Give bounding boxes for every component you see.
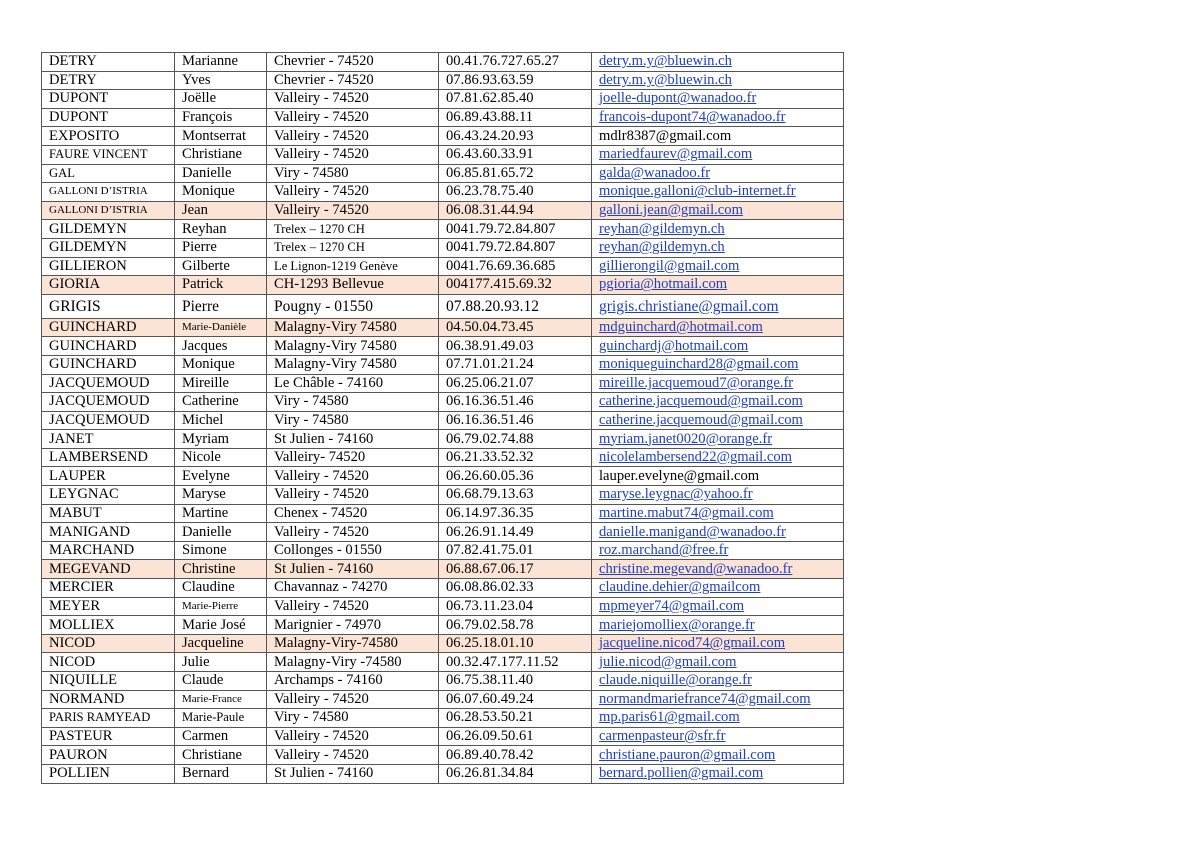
last-name-cell: MANIGAND xyxy=(42,523,175,542)
city-cell: Archamps - 74160 xyxy=(267,672,439,691)
last-name-cell: NORMAND xyxy=(42,690,175,709)
first-name-cell: Myriam xyxy=(175,430,267,449)
phone-cell: 06.08.86.02.33 xyxy=(439,579,592,598)
first-name-cell: Joëlle xyxy=(175,90,267,109)
email-cell[interactable] xyxy=(592,690,844,709)
last-name-cell: GRIGIS xyxy=(42,294,175,318)
phone-cell: 00.32.47.177.11.52 xyxy=(439,653,592,672)
last-name-cell: FAURE VINCENT xyxy=(42,145,175,164)
table-row xyxy=(42,318,844,337)
email-link[interactable]: pgioria@hotmail.com xyxy=(599,276,728,293)
last-name-cell: LAUPER xyxy=(42,467,175,486)
last-name-cell: GUINCHARD xyxy=(42,355,175,374)
first-name-cell: Marie José xyxy=(175,616,267,635)
email-link[interactable]: roz.marchand@free.fr xyxy=(599,542,729,559)
email-cell[interactable] xyxy=(592,523,844,542)
first-name-cell: Monique xyxy=(175,183,267,202)
city-cell: Malagny-Viry 74580 xyxy=(267,318,439,337)
email-cell[interactable] xyxy=(592,411,844,430)
city-cell: Pougny - 01550 xyxy=(267,294,439,318)
first-name-cell: Carmen xyxy=(175,727,267,746)
email-cell[interactable] xyxy=(592,393,844,412)
email-link[interactable]: joelle-dupont@wanadoo.fr xyxy=(599,90,757,107)
email-cell xyxy=(592,127,844,146)
email-cell[interactable] xyxy=(592,257,844,276)
phone-cell: 06.26.81.34.84 xyxy=(439,764,592,783)
phone-cell: 06.26.09.50.61 xyxy=(439,727,592,746)
city-cell: Malagny-Viry -74580 xyxy=(267,653,439,672)
first-name-cell: Montserrat xyxy=(175,127,267,146)
email-cell[interactable] xyxy=(592,374,844,393)
phone-cell: 06.43.60.33.91 xyxy=(439,145,592,164)
city-cell: Collonges - 01550 xyxy=(267,541,439,560)
table-row xyxy=(42,616,844,635)
email-link[interactable]: christine.megevand@wanadoo.fr xyxy=(599,560,793,577)
phone-cell: 06.85.81.65.72 xyxy=(439,164,592,183)
last-name-cell: GAL xyxy=(42,164,175,183)
email-link[interactable]: mpmeyer74@gmail.com xyxy=(599,597,745,614)
phone-cell: 004177.415.69.32 xyxy=(439,276,592,295)
email-link[interactable]: danielle.manigand@wanadoo.fr xyxy=(599,523,786,540)
city-cell: Valleiry - 74520 xyxy=(267,201,439,220)
table-row xyxy=(42,597,844,616)
email-cell[interactable] xyxy=(592,709,844,728)
email-link[interactable]: normandmariefrance74@gmail.com xyxy=(599,690,811,707)
city-cell: Valleiry - 74520 xyxy=(267,486,439,505)
city-cell: Malagny-Viry-74580 xyxy=(267,634,439,653)
last-name-cell: GILDEMYN xyxy=(42,220,175,239)
first-name-cell: Pierre xyxy=(175,238,267,257)
email-link[interactable]: catherine.jacquemoud@gmail.com xyxy=(599,393,803,410)
email-cell[interactable] xyxy=(592,597,844,616)
phone-cell: 06.73.11.23.04 xyxy=(439,597,592,616)
first-name-cell: Yves xyxy=(175,71,267,90)
table-row xyxy=(42,764,844,783)
city-cell: Trelex – 1270 CH xyxy=(267,238,439,257)
email-cell[interactable] xyxy=(592,727,844,746)
city-cell: Valleiry- 74520 xyxy=(267,448,439,467)
city-cell: Chevrier - 74520 xyxy=(267,71,439,90)
city-cell: St Julien - 74160 xyxy=(267,560,439,579)
last-name-cell: PAURON xyxy=(42,746,175,765)
table-row xyxy=(42,374,844,393)
last-name-cell: GIORIA xyxy=(42,276,175,295)
last-name-cell: NICOD xyxy=(42,634,175,653)
email-link[interactable]: bernard.pollien@gmail.com xyxy=(599,765,764,782)
table-row xyxy=(42,579,844,598)
email-cell[interactable] xyxy=(592,318,844,337)
email-cell[interactable] xyxy=(592,634,844,653)
table-row xyxy=(42,71,844,90)
city-cell: Le Châble - 74160 xyxy=(267,374,439,393)
table-row xyxy=(42,90,844,109)
email-link[interactable]: mdguinchard@hotmail.com xyxy=(599,319,763,336)
phone-cell: 06.75.38.11.40 xyxy=(439,672,592,691)
city-cell: Valleiry - 74520 xyxy=(267,467,439,486)
first-name-cell: Nicole xyxy=(175,448,267,467)
phone-cell: 0041.76.69.36.685 xyxy=(439,257,592,276)
last-name-cell: EXPOSITO xyxy=(42,127,175,146)
email-cell[interactable] xyxy=(592,183,844,202)
email-cell[interactable] xyxy=(592,672,844,691)
email-cell[interactable] xyxy=(592,355,844,374)
first-name-cell: Danielle xyxy=(175,523,267,542)
email-text: lauper.evelyne@gmail.com xyxy=(599,467,760,484)
table-row xyxy=(42,690,844,709)
table-row xyxy=(42,727,844,746)
email-cell[interactable] xyxy=(592,337,844,356)
table-row xyxy=(42,634,844,653)
last-name-cell: MEYER xyxy=(42,597,175,616)
phone-cell: 06.16.36.51.46 xyxy=(439,393,592,412)
email-link[interactable]: christiane.pauron@gmail.com xyxy=(599,746,776,763)
phone-cell: 06.89.43.88.11 xyxy=(439,108,592,127)
phone-cell: 06.26.91.14.49 xyxy=(439,523,592,542)
phone-cell: 07.71.01.21.24 xyxy=(439,355,592,374)
last-name-cell: JACQUEMOUD xyxy=(42,393,175,412)
city-cell: St Julien - 74160 xyxy=(267,430,439,449)
phone-cell: 06.68.79.13.63 xyxy=(439,486,592,505)
last-name-cell: NICOD xyxy=(42,653,175,672)
email-cell[interactable] xyxy=(592,164,844,183)
email-link[interactable]: reyhan@gildemyn.ch xyxy=(599,220,725,237)
email-cell xyxy=(592,467,844,486)
first-name-cell: Marie-Pierre xyxy=(175,597,267,616)
phone-cell: 06.28.53.50.21 xyxy=(439,709,592,728)
last-name-cell: PARIS RAMYEAD xyxy=(42,709,175,728)
last-name-cell: MEGEVAND xyxy=(42,560,175,579)
table-row xyxy=(42,183,844,202)
last-name-cell: JACQUEMOUD xyxy=(42,411,175,430)
city-cell: Viry - 74580 xyxy=(267,709,439,728)
first-name-cell: Simone xyxy=(175,541,267,560)
first-name-cell: Claudine xyxy=(175,579,267,598)
email-cell[interactable] xyxy=(592,220,844,239)
last-name-cell: PASTEUR xyxy=(42,727,175,746)
email-link[interactable]: grigis.christiane@gmail.com xyxy=(599,297,779,315)
first-name-cell: Marie-Danièle xyxy=(175,318,267,337)
first-name-cell: Jean xyxy=(175,201,267,220)
first-name-cell: Martine xyxy=(175,504,267,523)
last-name-cell: JANET xyxy=(42,430,175,449)
table-row xyxy=(42,145,844,164)
city-cell: Valleiry - 74520 xyxy=(267,746,439,765)
table-row xyxy=(42,467,844,486)
city-cell: Valleiry - 74520 xyxy=(267,690,439,709)
first-name-cell: Marianne xyxy=(175,53,267,72)
email-cell[interactable] xyxy=(592,486,844,505)
table-row xyxy=(42,257,844,276)
phone-cell: 06.07.60.49.24 xyxy=(439,690,592,709)
last-name-cell: DUPONT xyxy=(42,90,175,109)
phone-cell: 07.82.41.75.01 xyxy=(439,541,592,560)
email-link[interactable]: martine.mabut74@gmail.com xyxy=(599,504,774,521)
phone-cell: 06.21.33.52.32 xyxy=(439,448,592,467)
email-cell[interactable] xyxy=(592,201,844,220)
table-row xyxy=(42,560,844,579)
email-link[interactable]: detry.m.y@bluewin.ch xyxy=(599,53,732,70)
last-name-cell: DUPONT xyxy=(42,108,175,127)
first-name-cell: Maryse xyxy=(175,486,267,505)
table-row xyxy=(42,337,844,356)
last-name-cell: MOLLIEX xyxy=(42,616,175,635)
first-name-cell: Monique xyxy=(175,355,267,374)
city-cell: Trelex – 1270 CH xyxy=(267,220,439,239)
last-name-cell: MABUT xyxy=(42,504,175,523)
table-row xyxy=(42,541,844,560)
last-name-cell: GILLIERON xyxy=(42,257,175,276)
first-name-cell: Pierre xyxy=(175,294,267,318)
city-cell: Viry - 74580 xyxy=(267,393,439,412)
table-row xyxy=(42,523,844,542)
first-name-cell: François xyxy=(175,108,267,127)
city-cell: Chenex - 74520 xyxy=(267,504,439,523)
table-row xyxy=(42,448,844,467)
last-name-cell: LEYGNAC xyxy=(42,486,175,505)
city-cell: Le Lignon-1219 Genève xyxy=(267,257,439,276)
phone-cell: 07.81.62.85.40 xyxy=(439,90,592,109)
city-cell: Valleiry - 74520 xyxy=(267,597,439,616)
email-link[interactable]: reyhan@gildemyn.ch xyxy=(599,239,725,256)
email-cell[interactable] xyxy=(592,560,844,579)
email-link[interactable]: carmenpasteur@sfr.fr xyxy=(599,728,726,745)
email-link[interactable]: mp.paris61@gmail.com xyxy=(599,709,740,726)
last-name-cell: POLLIEN xyxy=(42,764,175,783)
email-link[interactable]: detry.m.y@bluewin.ch xyxy=(599,71,732,88)
city-cell: Valleiry - 74520 xyxy=(267,145,439,164)
phone-cell: 04.50.04.73.45 xyxy=(439,318,592,337)
table-row xyxy=(42,746,844,765)
email-link[interactable]: myriam.janet0020@orange.fr xyxy=(599,430,773,447)
email-cell[interactable] xyxy=(592,653,844,672)
first-name-cell: Julie xyxy=(175,653,267,672)
table-row xyxy=(42,504,844,523)
last-name-cell: MERCIER xyxy=(42,579,175,598)
first-name-cell: Patrick xyxy=(175,276,267,295)
last-name-cell: MARCHAND xyxy=(42,541,175,560)
first-name-cell: Marie-Paule xyxy=(175,709,267,728)
email-cell[interactable] xyxy=(592,541,844,560)
city-cell: Malagny-Viry 74580 xyxy=(267,337,439,356)
phone-cell: 0041.79.72.84.807 xyxy=(439,238,592,257)
table-row xyxy=(42,486,844,505)
table-row xyxy=(42,108,844,127)
city-cell: Valleiry - 74520 xyxy=(267,108,439,127)
last-name-cell: DETRY xyxy=(42,53,175,72)
email-cell[interactable] xyxy=(592,294,844,318)
table-row xyxy=(42,294,844,318)
last-name-cell: DETRY xyxy=(42,71,175,90)
phone-cell: 06.43.24.20.93 xyxy=(439,127,592,146)
phone-cell: 07.86.93.63.59 xyxy=(439,71,592,90)
email-cell[interactable] xyxy=(592,764,844,783)
phone-cell: 06.08.31.44.94 xyxy=(439,201,592,220)
city-cell: Malagny-Viry 74580 xyxy=(267,355,439,374)
table-row xyxy=(42,393,844,412)
table-row xyxy=(42,672,844,691)
city-cell: Valleiry - 74520 xyxy=(267,523,439,542)
first-name-cell: Evelyne xyxy=(175,467,267,486)
table-row xyxy=(42,220,844,239)
city-cell: Marignier - 74970 xyxy=(267,616,439,635)
phone-cell: 06.25.18.01.10 xyxy=(439,634,592,653)
email-cell[interactable] xyxy=(592,448,844,467)
first-name-cell: Christiane xyxy=(175,145,267,164)
city-cell: Valleiry - 74520 xyxy=(267,127,439,146)
email-cell[interactable] xyxy=(592,238,844,257)
email-text: mdlr8387@gmail.com xyxy=(599,127,732,144)
first-name-cell: Marie-France xyxy=(175,690,267,709)
email-link[interactable]: claudine.dehier@gmailcom xyxy=(599,579,761,596)
city-cell: Viry - 74580 xyxy=(267,411,439,430)
email-link[interactable]: guinchardj@hotmail.com xyxy=(599,337,749,354)
email-link[interactable]: maryse.leygnac@yahoo.fr xyxy=(599,486,753,503)
email-link[interactable]: mariejomolliex@orange.fr xyxy=(599,616,755,633)
email-link[interactable]: gillierongil@gmail.com xyxy=(599,257,740,274)
last-name-cell: LAMBERSEND xyxy=(42,448,175,467)
first-name-cell: Mireille xyxy=(175,374,267,393)
email-link[interactable]: galloni.jean@gmail.com xyxy=(599,202,743,219)
table-row xyxy=(42,53,844,72)
email-cell[interactable] xyxy=(592,90,844,109)
city-cell: Chavannaz - 74270 xyxy=(267,579,439,598)
first-name-cell: Bernard xyxy=(175,764,267,783)
first-name-cell: Danielle xyxy=(175,164,267,183)
email-link[interactable]: julie.nicod@gmail.com xyxy=(599,653,737,670)
table-row xyxy=(42,709,844,728)
table-row xyxy=(42,238,844,257)
city-cell: Valleiry - 74520 xyxy=(267,90,439,109)
email-cell[interactable] xyxy=(592,430,844,449)
phone-cell: 07.88.20.93.12 xyxy=(439,294,592,318)
phone-cell: 00.41.76.727.65.27 xyxy=(439,53,592,72)
table-row xyxy=(42,355,844,374)
last-name-cell: GILDEMYN xyxy=(42,238,175,257)
email-link[interactable]: mireille.jacquemoud7@orange.fr xyxy=(599,374,794,391)
email-cell[interactable] xyxy=(592,108,844,127)
phone-cell: 06.23.78.75.40 xyxy=(439,183,592,202)
contacts-table xyxy=(41,52,844,784)
last-name-cell: GUINCHARD xyxy=(42,318,175,337)
phone-cell: 0041.79.72.84.807 xyxy=(439,220,592,239)
email-cell[interactable] xyxy=(592,71,844,90)
email-link[interactable]: catherine.jacquemoud@gmail.com xyxy=(599,411,803,428)
email-cell[interactable] xyxy=(592,276,844,295)
phone-cell: 06.25.06.21.07 xyxy=(439,374,592,393)
city-cell: CH-1293 Bellevue xyxy=(267,276,439,295)
table-row xyxy=(42,164,844,183)
first-name-cell: Christiane xyxy=(175,746,267,765)
city-cell: Chevrier - 74520 xyxy=(267,53,439,72)
email-link[interactable]: jacqueline.nicod74@gmail.com xyxy=(599,635,786,652)
email-cell[interactable] xyxy=(592,616,844,635)
last-name-cell: NIQUILLE xyxy=(42,672,175,691)
phone-cell: 06.16.36.51.46 xyxy=(439,411,592,430)
contacts-table-body xyxy=(42,53,844,784)
email-cell[interactable] xyxy=(592,504,844,523)
table-row xyxy=(42,430,844,449)
phone-cell: 06.14.97.36.35 xyxy=(439,504,592,523)
phone-cell: 06.38.91.49.03 xyxy=(439,337,592,356)
first-name-cell: Jacques xyxy=(175,337,267,356)
email-cell[interactable] xyxy=(592,145,844,164)
city-cell: Viry - 74580 xyxy=(267,164,439,183)
last-name-cell: GALLONI D’ISTRIA xyxy=(42,201,175,220)
city-cell: Valleiry - 74520 xyxy=(267,727,439,746)
email-link[interactable]: nicolelambersend22@gmail.com xyxy=(599,449,792,466)
last-name-cell: GUINCHARD xyxy=(42,337,175,356)
phone-cell: 06.79.02.58.78 xyxy=(439,616,592,635)
phone-cell: 06.79.02.74.88 xyxy=(439,430,592,449)
email-link[interactable]: moniqueguinchard28@gmail.com xyxy=(599,356,799,373)
table-row xyxy=(42,653,844,672)
table-row xyxy=(42,127,844,146)
last-name-cell: GALLONI D’ISTRIA xyxy=(42,183,175,202)
table-row xyxy=(42,411,844,430)
table-row xyxy=(42,276,844,295)
city-cell: Valleiry - 74520 xyxy=(267,183,439,202)
email-cell[interactable] xyxy=(592,53,844,72)
first-name-cell: Claude xyxy=(175,672,267,691)
phone-cell: 06.26.60.05.36 xyxy=(439,467,592,486)
table-row xyxy=(42,201,844,220)
phone-cell: 06.88.67.06.17 xyxy=(439,560,592,579)
email-link[interactable]: monique.galloni@club-internet.fr xyxy=(599,183,796,200)
email-link[interactable]: francois-dupont74@wanadoo.fr xyxy=(599,109,786,126)
first-name-cell: Gilberte xyxy=(175,257,267,276)
phone-cell: 06.89.40.78.42 xyxy=(439,746,592,765)
email-link[interactable]: claude.niquille@orange.fr xyxy=(599,672,752,689)
city-cell: St Julien - 74160 xyxy=(267,764,439,783)
email-cell[interactable] xyxy=(592,746,844,765)
first-name-cell: Reyhan xyxy=(175,220,267,239)
email-link[interactable]: galda@wanadoo.fr xyxy=(599,164,711,181)
first-name-cell: Jacqueline xyxy=(175,634,267,653)
last-name-cell: JACQUEMOUD xyxy=(42,374,175,393)
first-name-cell: Michel xyxy=(175,411,267,430)
email-cell[interactable] xyxy=(592,579,844,598)
first-name-cell: Christine xyxy=(175,560,267,579)
first-name-cell: Catherine xyxy=(175,393,267,412)
email-link[interactable]: mariedfaurev@gmail.com xyxy=(599,146,753,163)
